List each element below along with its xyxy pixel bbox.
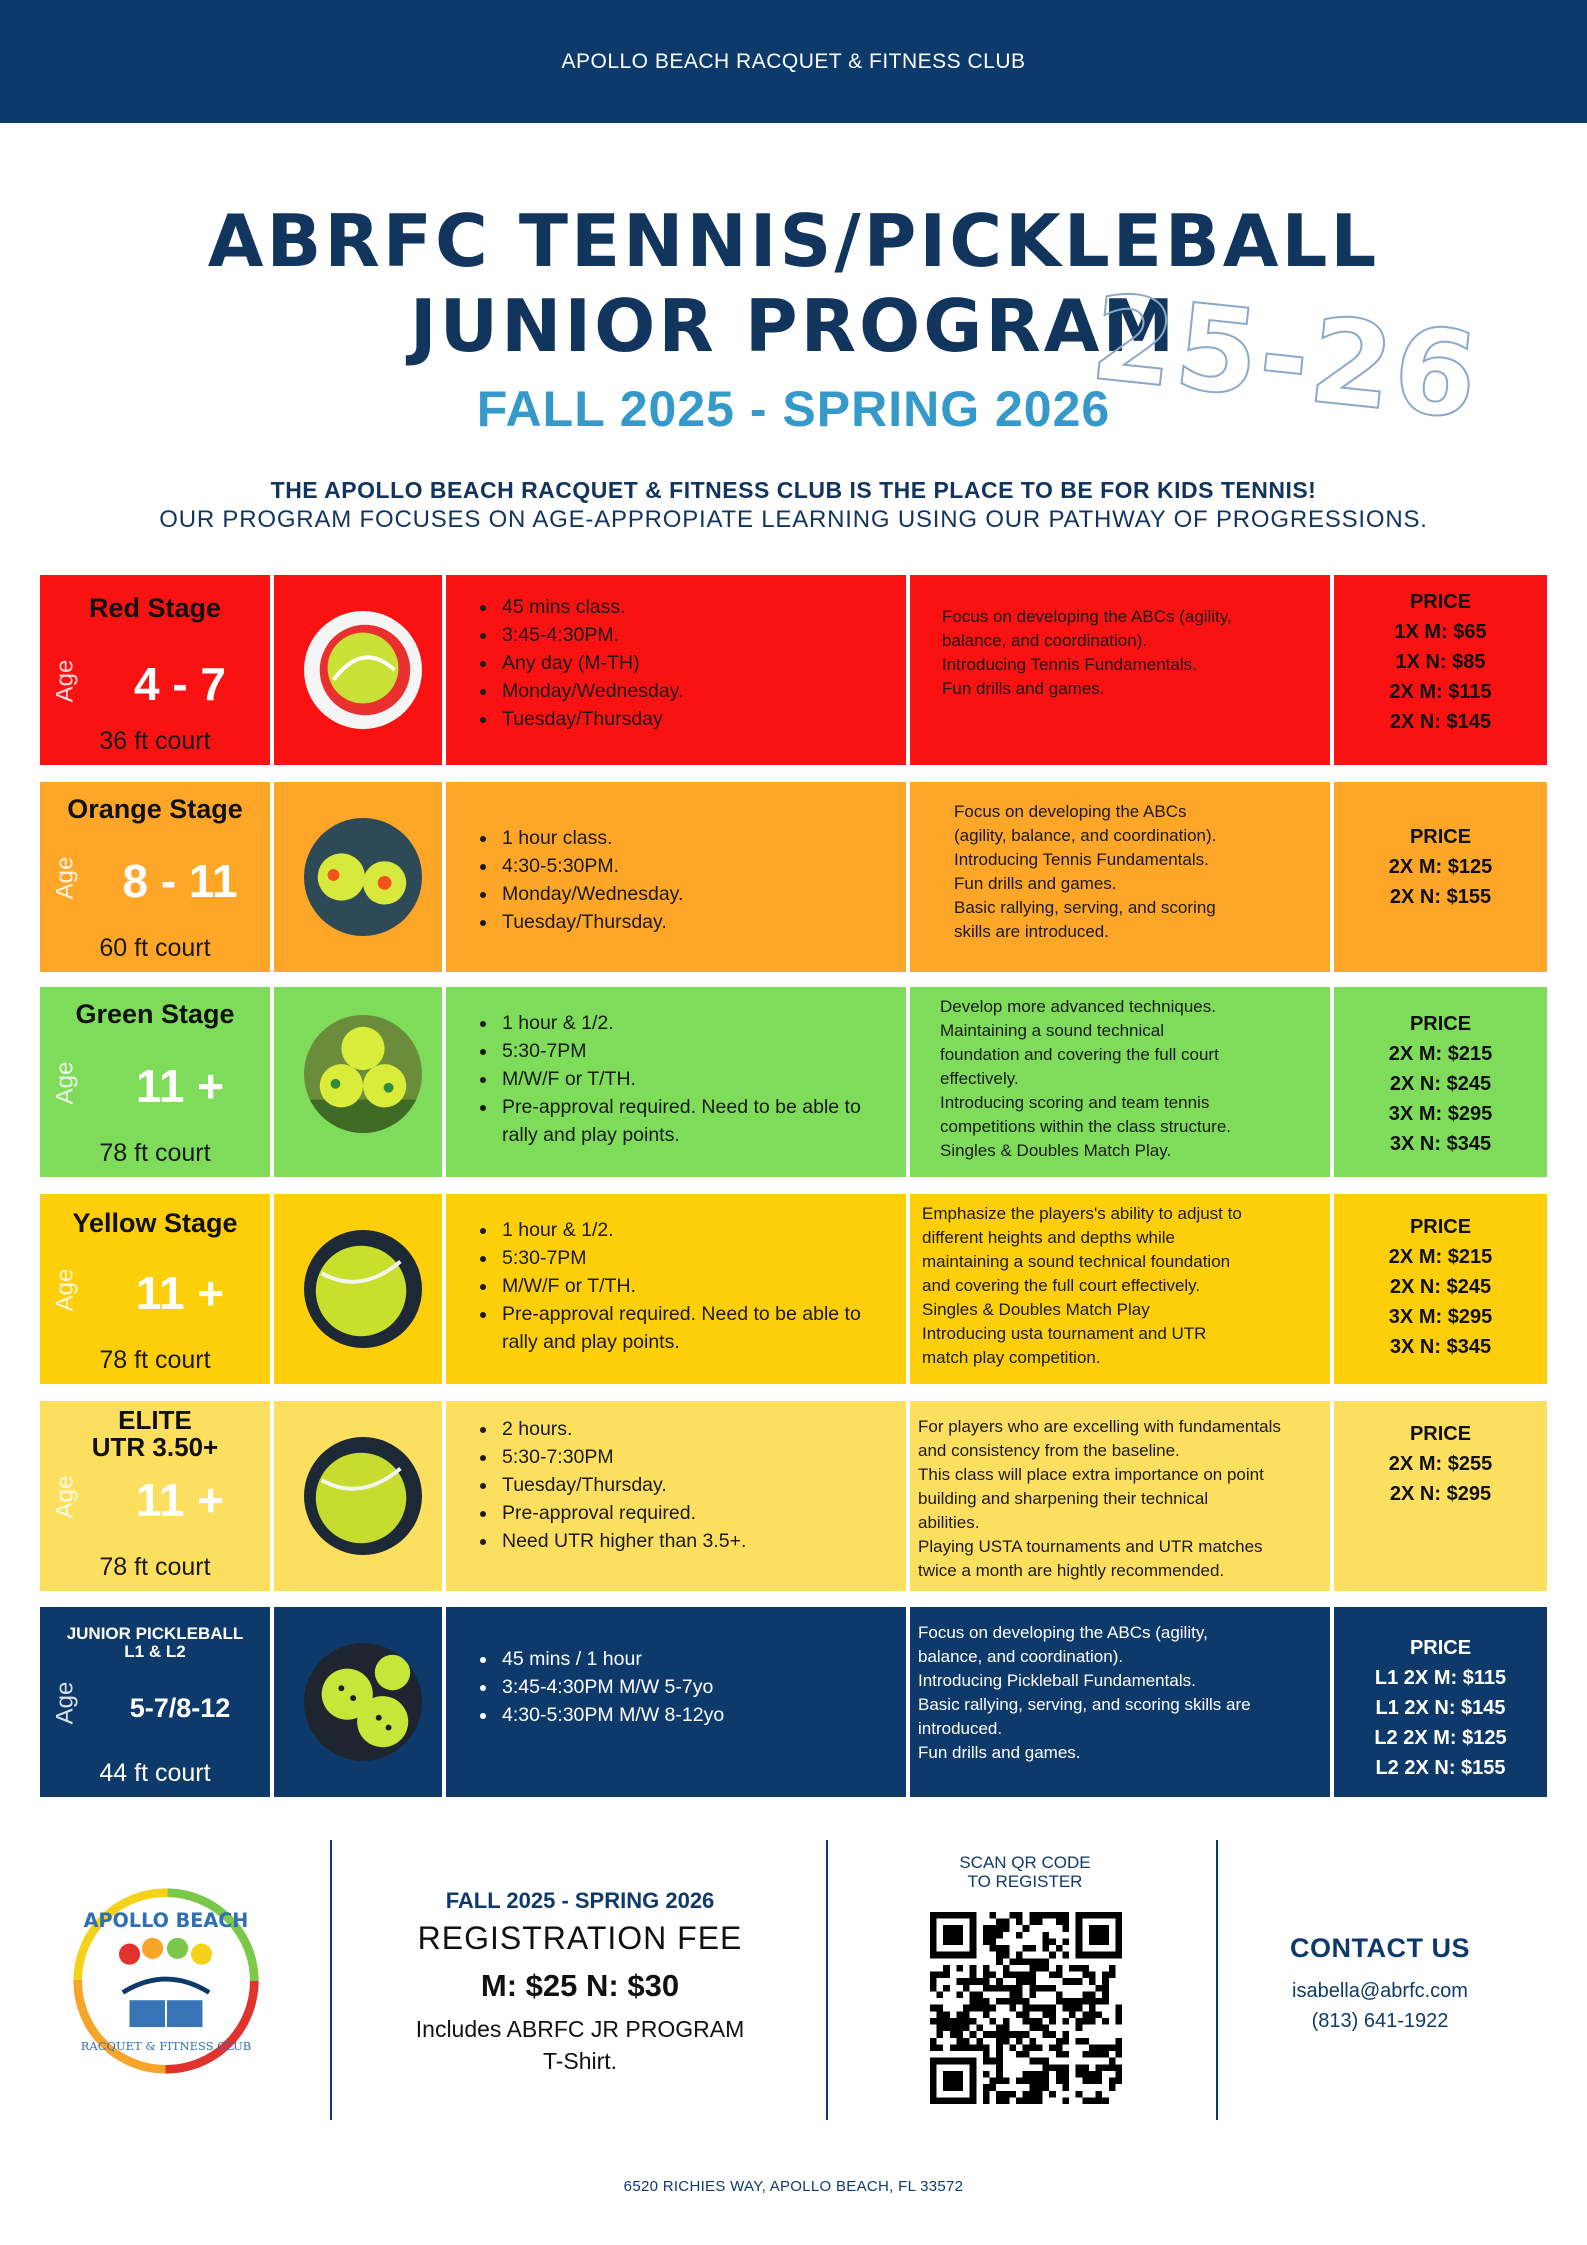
registration-fee: M: $25 N: $30 [480, 1968, 680, 2003]
contact-phone[interactable]: (813) 641-1922 [1311, 2010, 1449, 2032]
schedule-item: • 4:30-5:30PM M/W 8-12yo [498, 1701, 878, 1729]
ball-image-cell [274, 1401, 442, 1591]
court-size: 60 ft court [99, 934, 211, 962]
focus-cell [910, 1401, 1330, 1591]
ball-image-cell [274, 1607, 442, 1797]
price-cell [1334, 987, 1547, 1177]
schedule-item: • 5:30-7PM [498, 1244, 878, 1272]
price-title: PRICE [1409, 826, 1472, 848]
age-label: Age [51, 1061, 79, 1105]
price-block [1334, 1419, 1547, 1509]
stage-info-cell [40, 575, 270, 765]
registration-season: FALL 2025 - SPRING 2026 [445, 1888, 715, 1913]
price-block [1334, 1212, 1547, 1362]
club-logo [70, 1885, 262, 2077]
price-block [1334, 1009, 1547, 1159]
contact-email[interactable]: isabella@abrfc.com [1292, 1980, 1468, 2002]
ball-image-cell [274, 575, 442, 765]
stage-name: JUNIOR PICKLEBALL L1 & L2 [66, 1624, 244, 1661]
ball-image-cell [274, 782, 442, 972]
stage-name: ELITE UTR 3.50+ [91, 1405, 219, 1462]
price-block [1334, 587, 1547, 737]
logo-top-text: APOLLO BEACH [83, 1909, 249, 1933]
court-size: 78 ft court [99, 1139, 211, 1167]
schedule-item: • 1 hour & 1/2. [498, 1216, 878, 1244]
schedule-item: • 2 hours. [498, 1415, 878, 1443]
price-cell [1334, 575, 1547, 765]
price-cell [1334, 1194, 1547, 1384]
age-range: 8 - 11 [122, 855, 238, 907]
intro-subline: OUR PROGRAM FOCUSES ON AGE-APPROPIATE LEARNING USING OUR PATHWAY OF PROGRESSIONS. [159, 506, 1428, 533]
registration-qr-code[interactable] [930, 1912, 1122, 2104]
stage-row [40, 782, 1547, 972]
schedule-item: • Pre-approval required. [498, 1499, 878, 1527]
schedule-item: • Pre-approval required. Need to be able to rally and play points. [498, 1093, 878, 1149]
focus-cell [910, 987, 1330, 1177]
pickleballs-icon [304, 1643, 422, 1761]
footer-divider [1216, 1840, 1218, 2120]
price-line: 2X N: $245 [1389, 1276, 1492, 1298]
age-label: Age [51, 1681, 79, 1725]
focus-description: Emphasize the players's ability to adjust to different heights and depths while maintaining a sound technical foundation and covering the full court effectively. Singles & Doubles Match Play Introducing usta tournament and UTR match play competition. [922, 1204, 1242, 1367]
price-cell [1334, 1401, 1547, 1591]
schedule-item: • 45 mins / 1 hour [498, 1645, 878, 1673]
price-line: 2X M: $215 [1388, 1246, 1493, 1268]
schedule-item: • M/W/F or T/TH. [498, 1272, 878, 1300]
age-range: 4 - 7 [133, 658, 227, 710]
registration-title: REGISTRATION FEE [417, 1920, 743, 1956]
qr-caption: SCAN QR CODE TO REGISTER [959, 1853, 1091, 1891]
stage-row [40, 1401, 1547, 1591]
price-line: 2X N: $155 [1389, 886, 1492, 908]
price-line: 1X N: $85 [1395, 651, 1486, 673]
schedule-item: • 5:30-7PM [498, 1037, 878, 1065]
price-line: 2X M: $115 [1389, 681, 1492, 703]
price-title: PRICE [1409, 591, 1472, 613]
stage-info-cell [40, 1607, 270, 1797]
court-size: 78 ft court [99, 1553, 211, 1581]
season-heading: FALL 2025 - SPRING 2026 [476, 381, 1111, 437]
schedule-item: • Tuesday/Thursday [498, 705, 878, 733]
price-line: 2X N: $145 [1389, 711, 1492, 733]
price-line: 1X M: $65 [1394, 621, 1487, 643]
stage-info-cell [40, 1194, 270, 1384]
court-size: 36 ft court [99, 727, 211, 755]
age-label: Age [51, 856, 79, 900]
stage-row [40, 1194, 1547, 1384]
price-block [1334, 1633, 1547, 1783]
schedule-item: • 3:45-4:30PM. [498, 621, 878, 649]
registration-includes: Includes ABRFC JR PROGRAM T-Shirt. [415, 2016, 745, 2074]
age-range: 11 + [135, 1474, 225, 1526]
price-line: 3X N: $345 [1389, 1133, 1492, 1155]
schedule-item: • Any day (M-TH) [498, 649, 878, 677]
age-range: 5-7/8-12 [129, 1693, 231, 1723]
price-line: 2X N: $245 [1389, 1073, 1492, 1095]
orange-dot-tennis-balls-icon [304, 818, 422, 936]
club-address: 6520 RICHIES WAY, APOLLO BEACH, FL 33572 [623, 2178, 964, 2195]
ball-image-cell [274, 987, 442, 1177]
schedule-item: • Monday/Wednesday. [498, 880, 878, 908]
schedule-item: • 45 mins class. [498, 593, 878, 621]
schedule-list [476, 1216, 878, 1356]
age-label: Age [51, 659, 79, 703]
stage-row [40, 1607, 1547, 1797]
schedule-item: • Tuesday/Thursday. [498, 1471, 878, 1499]
price-line: 2X M: $255 [1388, 1453, 1493, 1475]
price-block [1334, 822, 1547, 912]
red-tennis-ball-icon [304, 611, 422, 729]
stage-name: Green Stage [75, 999, 235, 1029]
price-cell [1334, 782, 1547, 972]
schedule-list [476, 1645, 878, 1729]
price-line: L2 2X N: $155 [1375, 1757, 1506, 1779]
stage-name: Red Stage [88, 593, 222, 623]
schedule-item: • Pre-approval required. Need to be able to rally and play points. [498, 1300, 878, 1356]
schedule-list [476, 593, 878, 733]
intro-headline: THE APOLLO BEACH RACQUET & FITNESS CLUB IS THE PLACE TO BE FOR KIDS TENNIS! [270, 477, 1317, 503]
price-cell [1334, 1607, 1547, 1797]
program-title-line2: JUNIOR PROGRAM [409, 284, 1178, 368]
schedule-cell [446, 782, 906, 972]
schedule-cell [446, 987, 906, 1177]
schedule-item: • 1 hour class. [498, 824, 878, 852]
schedule-item: • 3:45-4:30PM M/W 5-7yo [498, 1673, 878, 1701]
schedule-item: • 5:30-7:30PM [498, 1443, 878, 1471]
schedule-item: • 1 hour & 1/2. [498, 1009, 878, 1037]
stage-info-cell [40, 987, 270, 1177]
stage-row [40, 987, 1547, 1177]
year-watermark: 25-26 [1085, 268, 1486, 446]
focus-description: Focus on developing the ABCs (agility, balance, and coordination). Introducing Tennis Fundamentals. Fun drills and games. [942, 607, 1232, 698]
stage-name: Orange Stage [67, 794, 243, 824]
focus-description: Focus on developing the ABCs (agility, balance, and coordination). Introducing Tennis Fundamentals. Fun drills and games. Basic rallying, serving, and scoring skills are introduced. [954, 802, 1217, 941]
focus-cell [910, 1607, 1330, 1797]
schedule-list [476, 1009, 878, 1149]
focus-cell [910, 782, 1330, 972]
stage-info-cell [40, 1401, 270, 1591]
price-line: 3X N: $345 [1389, 1336, 1492, 1358]
schedule-item: • M/W/F or T/TH. [498, 1065, 878, 1093]
price-line: 2X M: $215 [1388, 1043, 1493, 1065]
schedule-item: • 4:30-5:30PM. [498, 852, 878, 880]
stage-name: Yellow Stage [72, 1208, 238, 1238]
age-label: Age [51, 1268, 79, 1312]
focus-description: Develop more advanced techniques. Maintaining a sound technical foundation and covering the full court effectively. Introducing scoring and team tennis competitions within the class structure. Singles & Doubles Match Play. [940, 997, 1232, 1160]
focus-description: Focus on developing the ABCs (agility, balance, and coordination). Introducing Pickleball Fundamentals. Basic rallying, serving, and scoring skills are introduced. Fun drills and games. [918, 1623, 1251, 1762]
schedule-item: • Monday/Wednesday. [498, 677, 878, 705]
logo-bottom-text: RACQUET & FITNESS CLUB [80, 2039, 252, 2054]
age-range: 11 + [135, 1267, 225, 1319]
program-title-line1: ABRFC TENNIS/PICKLEBALL [207, 199, 1380, 283]
schedule-list [476, 824, 878, 936]
club-name: APOLLO BEACH RACQUET & FITNESS CLUB [561, 49, 1026, 73]
ball-image-cell [274, 1194, 442, 1384]
price-title: PRICE [1409, 1637, 1472, 1659]
price-title: PRICE [1409, 1216, 1472, 1238]
schedule-item: • Need UTR higher than 3.5+. [498, 1527, 878, 1555]
court-size: 78 ft court [99, 1346, 211, 1374]
age-label: Age [51, 1475, 79, 1519]
schedule-cell [446, 1607, 906, 1797]
price-line: L1 2X M: $115 [1374, 1667, 1507, 1689]
price-line: 2X N: $295 [1389, 1483, 1492, 1505]
yellow-tennis-ball-icon [304, 1230, 422, 1348]
price-line: L2 2X M: $125 [1374, 1727, 1507, 1749]
age-range: 11 + [135, 1060, 225, 1112]
price-line: 2X M: $125 [1388, 856, 1493, 878]
schedule-list [476, 1415, 878, 1555]
top-banner [0, 0, 1587, 123]
contact-title: CONTACT US [1290, 1933, 1470, 1963]
focus-description: For players who are excelling with fundamentals and consistency from the baseline. This class will place extra importance on point building and sharpening their technical abilities. Playing USTA tournaments and UTR matches twice a month are hightly recommended. [918, 1417, 1281, 1580]
schedule-item: • Tuesday/Thursday. [498, 908, 878, 936]
schedule-cell [446, 575, 906, 765]
schedule-cell [446, 1194, 906, 1384]
focus-cell [910, 1194, 1330, 1384]
price-title: PRICE [1409, 1013, 1472, 1035]
stage-info-cell [40, 782, 270, 972]
schedule-cell [446, 1401, 906, 1591]
price-title: PRICE [1409, 1423, 1472, 1445]
green-dot-tennis-balls-icon [304, 1015, 422, 1133]
price-line: L1 2X N: $145 [1375, 1697, 1506, 1719]
elite-tennis-ball-icon [304, 1437, 422, 1555]
price-line: 3X M: $295 [1388, 1103, 1493, 1125]
focus-cell [910, 575, 1330, 765]
court-size: 44 ft court [99, 1759, 211, 1787]
price-line: 3X M: $295 [1388, 1306, 1493, 1328]
stage-row [40, 575, 1547, 765]
